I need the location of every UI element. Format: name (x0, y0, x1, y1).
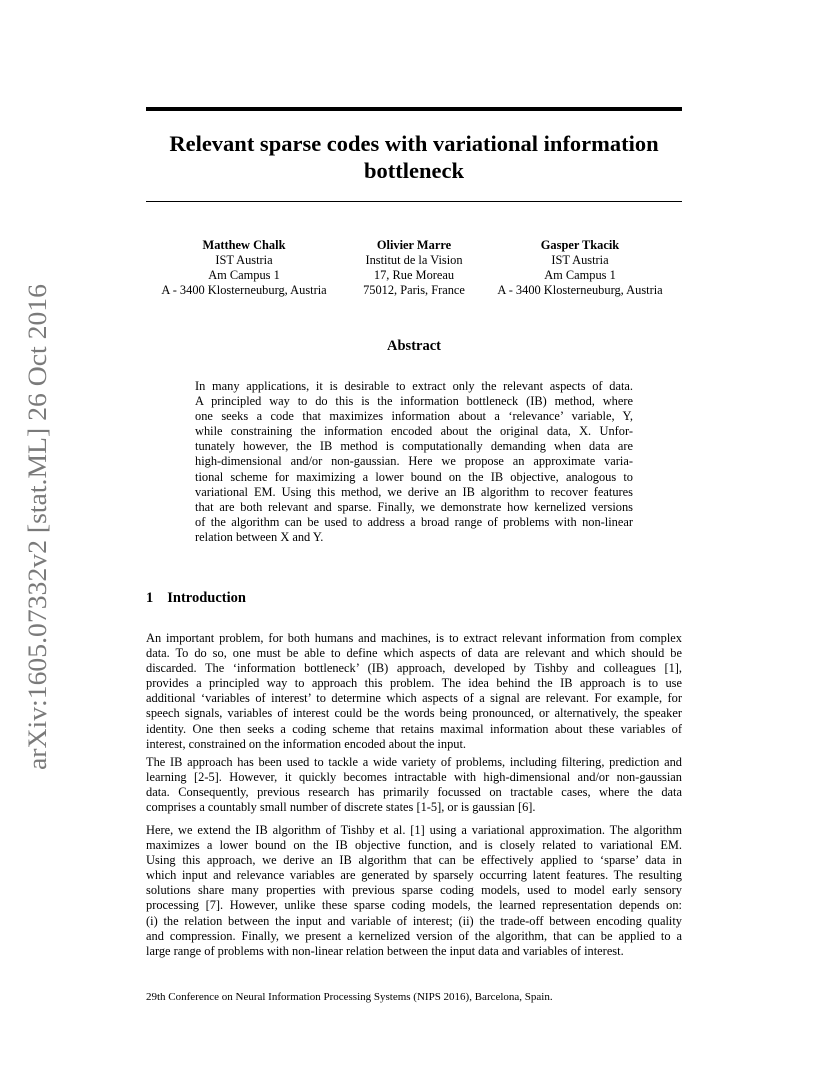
paragraph-1 (146, 631, 682, 752)
conference-footnote: 29th Conference on Neural Information Processing Systems (NIPS 2016), Barcelona, Spain. (146, 991, 553, 1003)
paragraph-2 (146, 755, 682, 815)
paragraph-line: Using this approach, we derive an IB algorithm that can be effectively applied to ‘sparse’ data in (146, 853, 682, 868)
abstract-line: tunately however, the IB method is computationally demanding when data are (195, 439, 633, 454)
author-address: Am Campus 1 (544, 268, 616, 282)
paragraph-line: processing [7]. However, unlike these sparse coding models, the learned representation depends on: (146, 898, 682, 913)
paragraph-line: identity. One then seeks a coding scheme that retains maximal information about these variables of (146, 721, 682, 736)
paragraph-line: interest, constrained on the information encoded about the input. (146, 736, 467, 751)
section-heading (146, 590, 246, 607)
author-block (146, 238, 682, 308)
paragraph-line: (i) the relation between the input and variable of interest; (ii) the trade-off between encoding quality (146, 913, 682, 928)
author-city: A - 3400 Klosterneuburg, Austria (497, 283, 663, 297)
author-1 (152, 238, 336, 298)
abstract-line: one seeks a code that maximizes information about a ‘relevance’ variable, Y, (195, 409, 633, 424)
author-name: Matthew Chalk (202, 238, 286, 252)
paragraph-line: speech signals, variables of interest could be the words being pronounced, or alternatively, the speaker (146, 706, 682, 721)
paragraph-line: data. Consequently, previous research has primarily focussed on tractable cases, where the data (146, 785, 682, 800)
paragraph-3 (146, 823, 682, 959)
paragraph-line: An important problem, for both humans and machines, is to extract relevant information from complex (146, 631, 682, 645)
abstract-line: while constraining the information encoded about the original data, X. Unfor- (195, 424, 633, 439)
author-3 (488, 238, 672, 298)
paragraph-line: Here, we extend the IB algorithm of Tishby et al. [1] using a variational approximation. The algorithm (146, 823, 682, 837)
paragraph-line: comprises a countably small number of discrete states [1-5], or is gaussian [6]. (146, 800, 536, 815)
author-name: Gasper Tkacik (540, 238, 620, 252)
author-affiliation: Institut de la Vision (365, 253, 463, 267)
author-city: 75012, Paris, France (363, 283, 465, 297)
author-address: 17, Rue Moreau (373, 268, 455, 282)
paragraph-line: maximizes a lower bound on the IB objective function, and is closely related to variational EM. (146, 838, 682, 853)
abstract-line: that are both relevant and sparse. Finally, we demonstrate how kernelized versions (195, 499, 633, 514)
paragraph-line: solutions share many properties with previous sparse coding models, used to model early sensory (146, 883, 682, 898)
paragraph-line: provides a principled way to approach this problem. The idea behind the IB approach is to use (146, 676, 682, 691)
paragraph-line: learning [2-5]. However, it quickly becomes intractable with high-dimensional and/or non-gaussian (146, 770, 682, 785)
abstract-line: tional scheme for maximizing a lower bound on the IB objective, analogous to (195, 469, 633, 484)
paragraph-line: The IB approach has been used to tackle a wide variety of problems, including filtering, prediction and (146, 755, 682, 769)
abstract-body (195, 379, 633, 545)
paragraph-line: and compression. Finally, we present a kernelized version of the algorithm, that can be applied to a (146, 928, 682, 943)
author-city: A - 3400 Klosterneuburg, Austria (161, 283, 327, 297)
paragraph-line: additional ‘variables of interest’ to determine which aspects of a signal are relevant. For example, for (146, 691, 682, 706)
author-address: Am Campus 1 (208, 268, 280, 282)
paragraph-line: which input and relevance variables are generated by sparsely occurring latent features. The resulting (146, 868, 682, 883)
paragraph-line: discarded. The ‘information bottleneck’ (IB) approach, developed by Tishby and colleagues [1], (146, 661, 682, 676)
abstract-heading: Abstract (387, 338, 441, 354)
title-line-1: Relevant sparse codes with variational information (169, 131, 659, 156)
abstract-line: relation between X and Y. (195, 529, 324, 544)
author-name: Olivier Marre (376, 238, 452, 252)
abstract-line: A principled way to do this is the information bottleneck (IB) method, where (195, 394, 633, 409)
title-line-2: bottleneck (364, 158, 464, 183)
section-title: Introduction (167, 590, 246, 606)
paragraph-line: data. To do so, one must be able to define which aspects of data are relevant and which should be (146, 646, 682, 661)
paragraph-line: large range of problems with non-linear relation between the input data and variables of interest. (146, 943, 624, 958)
abstract-line: high-dimensional and/or non-gaussian. Here we propose an approximate varia- (195, 454, 633, 469)
abstract-line: variational EM. Using this method, we derive an IB algorithm to recover features (195, 484, 633, 499)
author-affiliation: IST Austria (551, 253, 609, 267)
abstract-line: of the algorithm can be used to address a broad range of problems with non-linear (195, 514, 633, 529)
paper-title (146, 130, 682, 184)
author-affiliation: IST Austria (215, 253, 273, 267)
title-bottom-rule (146, 201, 682, 202)
arxiv-identifier-text: arXiv:1605.07332v2 [stat.ML] 26 Oct 2016 (23, 313, 52, 770)
arxiv-identifier (20, 280, 54, 780)
section-number: 1 (146, 590, 154, 606)
title-top-rule (146, 107, 682, 111)
author-2 (352, 238, 476, 298)
abstract-line: In many applications, it is desirable to extract only the relevant aspects of data. (195, 379, 633, 393)
